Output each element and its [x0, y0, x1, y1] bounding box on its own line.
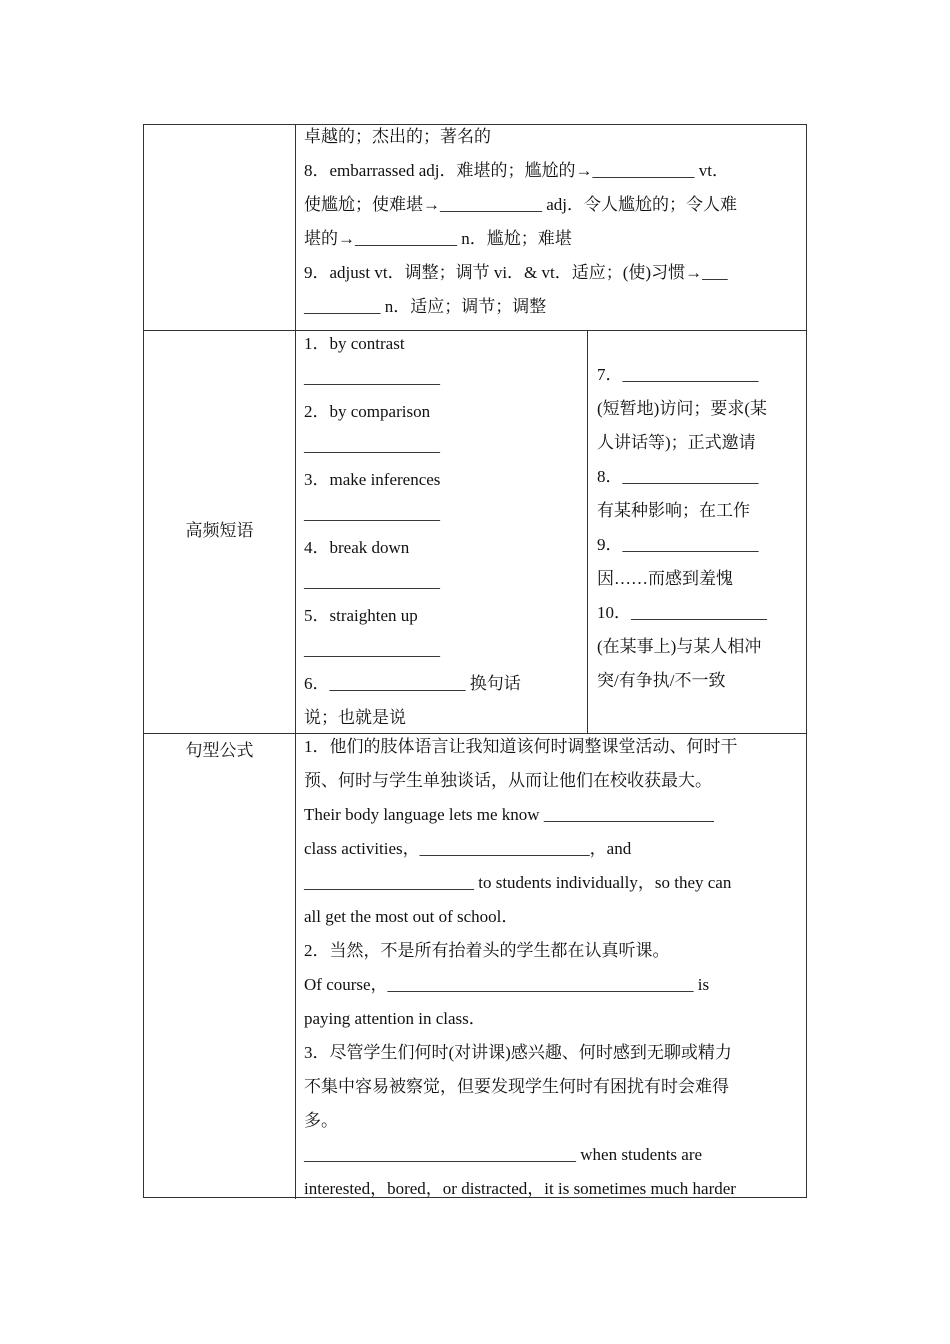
phrase-blank: 8．________________: [597, 467, 759, 486]
phrase-blank: 7．________________: [597, 365, 759, 384]
vocab-line: 卓越的；杰出的；著名的: [304, 127, 491, 146]
phrase-line: 说；也就是说: [304, 708, 406, 727]
phrase-line: 3．make inferences: [304, 470, 441, 489]
vocab-line: 8．embarrassed adj．难堪的；尴尬的→____________ vt．: [304, 161, 729, 180]
phrase-line: (在某事上)与某人相冲: [597, 637, 762, 656]
sentence-line: paying attention in class．: [304, 1009, 486, 1028]
phrase-line: 突/有争执/不一致: [597, 671, 726, 690]
phrase-blank: ________________: [304, 572, 440, 591]
phrase-blank: 10．________________: [597, 603, 767, 622]
phrase-blank: ________________: [304, 640, 440, 659]
vocabulary-table: [143, 124, 807, 1198]
phrase-line: 有某种影响；在工作: [597, 501, 750, 520]
phrase-line: 人讲话等)；正式邀请: [597, 433, 756, 452]
phrase-line: 因……而感到羞愧: [597, 569, 733, 588]
sentence-line: 3．尽管学生们何时(对讲课)感兴趣、何时感到无聊或精力: [304, 1043, 732, 1062]
phrase-line: (短暂地)访问；要求(某: [597, 399, 767, 418]
sentence-line: 多。: [304, 1111, 338, 1130]
phrase-line: 5．straighten up: [304, 606, 418, 625]
sentence-line: 1．他们的肢体语言让我知道该何时调整课堂活动、何时干: [304, 737, 738, 756]
phrases-label: 高频短语: [185, 521, 254, 541]
phrase-column-divider: [587, 330, 588, 733]
sentence-line: all get the most out of school．: [304, 907, 519, 926]
sentence-line: 不集中容易被察觉，但要发现学生何时有困扰有时会难得: [304, 1077, 729, 1096]
sentence-line: Of course，____________________________________ is: [304, 975, 710, 994]
sentence-line: Their body language lets me know ____________________: [304, 805, 714, 824]
sentences-cell: [304, 730, 738, 1206]
vocab-line: _________ n．适应；调节；调整: [304, 297, 547, 316]
phrases-right-cell: [597, 358, 767, 698]
sentence-line: class activities，____________________，and: [304, 839, 632, 858]
phrase-line: 4．break down: [304, 538, 410, 557]
column-divider: [295, 125, 296, 1199]
phrase-blank: 9．________________: [597, 535, 759, 554]
vocab-cell: [304, 120, 737, 324]
sentence-line: 2．当然，不是所有抬着头的学生都在认真听课。: [304, 941, 670, 960]
sentence-line: 预、何时与学生单独谈话，从而让他们在校收获最大。: [304, 771, 712, 790]
sentences-label: 句型公式: [185, 741, 254, 761]
sentence-line: ____________________ to students individually，so they can: [304, 873, 732, 892]
vocab-line: 堪的→____________ n．尴尬；难堪: [304, 229, 572, 248]
sentence-line: interested，bored，or distracted，it is sometimes much harder: [304, 1179, 736, 1198]
phrase-blank: ________________: [304, 504, 440, 523]
phrase-line: 6．________________ 换句话: [304, 674, 521, 693]
phrase-blank: ________________: [304, 368, 440, 387]
phrase-line: 1．by contrast: [304, 334, 405, 353]
phrase-line: 2．by comparison: [304, 402, 431, 421]
vocab-line: 使尴尬；使难堪→____________ adj．令人尴尬的；令人难: [304, 195, 738, 214]
vocab-line: 9．adjust vt．调整；调节 vi．& vt．适应；(使)习惯→___: [304, 263, 728, 282]
phrase-blank: ________________: [304, 436, 440, 455]
phrases-left-cell: [304, 327, 521, 735]
sentence-line: ________________________________ when students are: [304, 1145, 703, 1164]
